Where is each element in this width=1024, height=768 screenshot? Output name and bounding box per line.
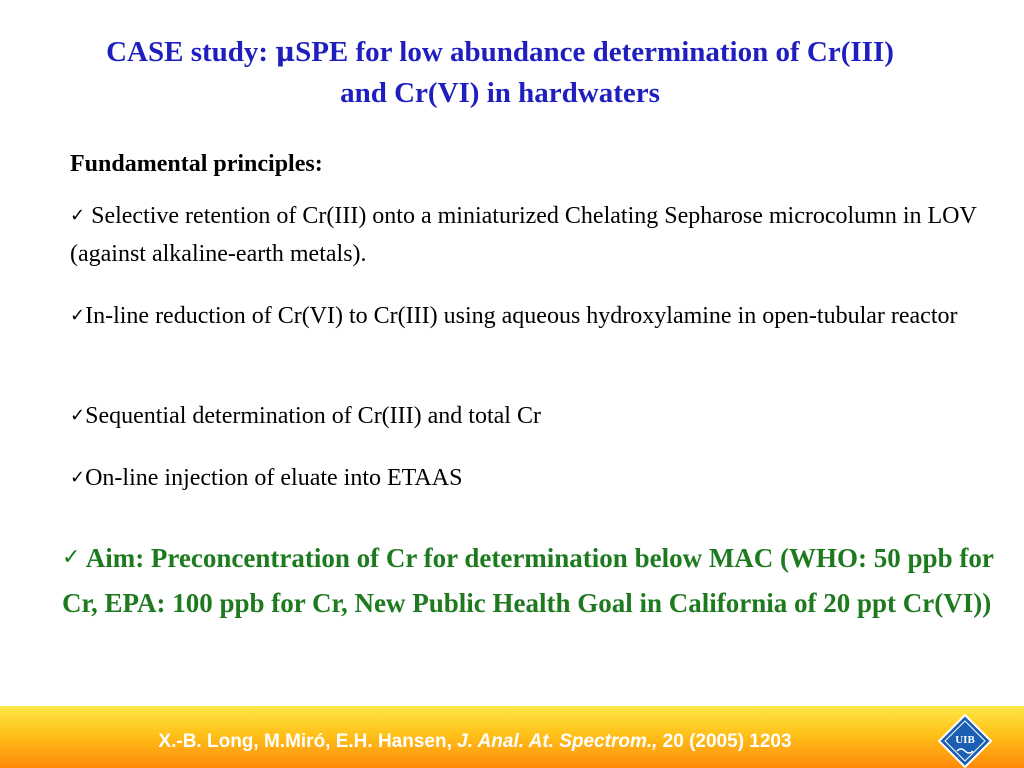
title-prefix: CASE study: — [106, 36, 276, 68]
citation-authors: X.-B. Long, M.Miró, E.H. Hansen, — [158, 731, 458, 752]
logo-text: UIB — [955, 734, 975, 746]
aim-text: Aim: Preconcentration of Cr for determination below MAC (WHO: 50 ppb for Cr, EPA: 100 ppb for Cr, New Public Health Goal in California of 20 ppt Cr(VI)) — [62, 543, 994, 618]
principles-heading: Fundamental principles: — [70, 151, 323, 177]
checkmark-icon: ✓ — [70, 205, 86, 226]
checkmark-icon: ✓ — [70, 305, 86, 326]
title-line1-rest: SPE for low abundance determination of Cr(III) — [295, 36, 894, 68]
checkmark-icon: ✓ — [62, 545, 81, 570]
citation-volume: 20 (2005) 1203 — [657, 731, 792, 752]
slide-title — [0, 32, 1000, 113]
footer-bar — [0, 706, 1024, 768]
principle-item-1 — [70, 198, 990, 273]
aim-statement — [62, 537, 1002, 624]
citation-journal: J. Anal. At. Spectrom., — [457, 731, 658, 752]
citation — [0, 730, 950, 754]
principle-text: On-line injection of eluate into ETAAS — [85, 465, 463, 491]
mu-symbol: μ — [275, 37, 296, 68]
uib-logo-icon — [938, 714, 992, 768]
principle-text: Selective retention of Cr(III) onto a miniaturized Chelating Sepharose microcolumn in LOV (against alkaline-earth metals). — [70, 203, 977, 267]
principle-item-2 — [70, 298, 990, 336]
title-line2: and Cr(VI) in hardwaters — [340, 77, 660, 109]
checkmark-icon: ✓ — [70, 405, 86, 426]
principle-text: In-line reduction of Cr(VI) to Cr(III) using aqueous hydroxylamine in open-tubular reactor — [85, 303, 958, 329]
principle-item-4 — [70, 460, 990, 498]
checkmark-icon: ✓ — [70, 467, 86, 488]
principle-item-3 — [70, 398, 990, 436]
principle-text: Sequential determination of Cr(III) and total Cr — [85, 403, 541, 429]
